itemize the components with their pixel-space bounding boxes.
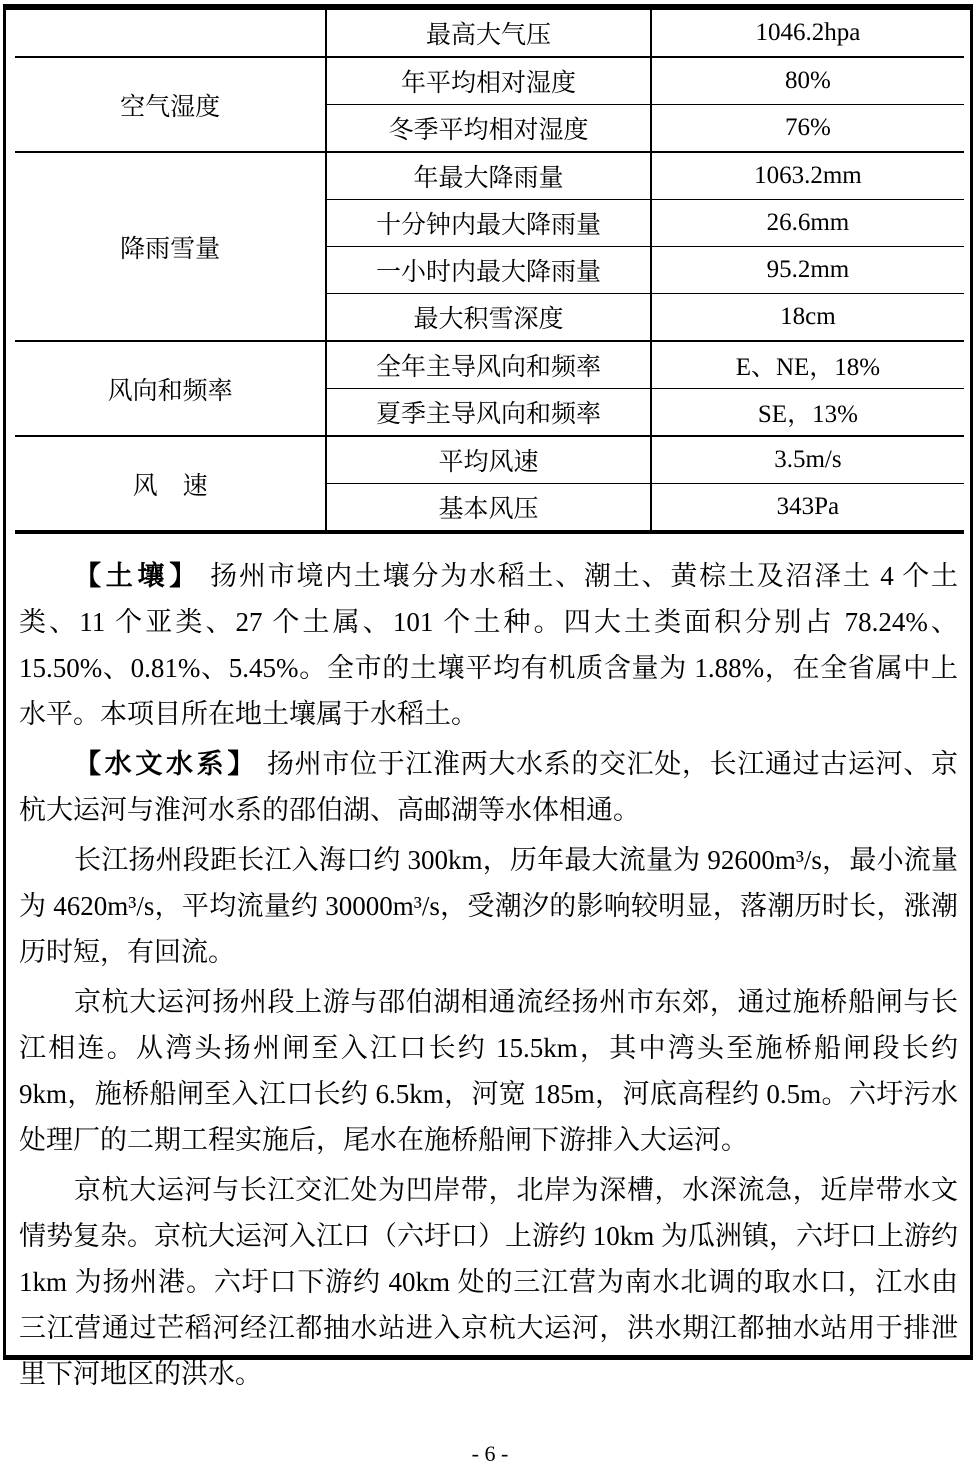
climate-table (15, 10, 964, 534)
row-value-cell: 3.5m/s (651, 436, 964, 484)
paragraph: 【水文水系】 扬州市位于江淮两大水系的交汇处，长江通过古运河、京杭大运河与淮河水系的邵伯湖、高邮湖等水体相通。 (19, 749, 958, 825)
row-label-cell: 年平均相对湿度 (326, 57, 651, 105)
table-row (15, 436, 964, 484)
row-label-cell: 一小时内最大降雨量 (326, 247, 651, 294)
content-area (6, 534, 970, 1397)
row-value-cell: 18cm (651, 294, 964, 342)
row-label-cell: 最大积雪深度 (326, 294, 651, 342)
row-group-header-cell: 降雨雪量 (15, 152, 326, 341)
row-label-cell: 夏季主导风向和频率 (326, 389, 651, 437)
row-value-cell: 343Pa (651, 484, 964, 533)
row-group-header-cell: 风向和频率 (15, 341, 326, 436)
paragraph: 京杭大运河与长江交汇处为凹岸带，北岸为深槽，水深流急，近岸带水文情势复杂。京杭大运河入江口（六圩口）上游约 10km 为瓜洲镇，六圩口上游约 1km 为扬州港。六圩口下游约 40km 处的三江营为南水北调的取水口，江水由三江营通过芒稻河经江都抽水站进入京杭大运河，洪水期江都抽水站用于排泄里下河地区的洪水。 (19, 1175, 958, 1389)
table-row (15, 57, 964, 105)
row-label-cell: 基本风压 (326, 484, 651, 533)
page-frame (3, 4, 973, 1389)
page-number: - 6 - (471, 1441, 509, 1466)
paragraph: 京杭大运河扬州段上游与邵伯湖相通流经扬州市东郊，通过施桥船闸与长江相连。从湾头扬州闸至入江口长约 15.5km，其中湾头至施桥船闸段长约 9km，施桥船闸至入江口长约 6.5km，河宽 185m，河底高程约 0.5m。六圩污水处理厂的二期工程实施后，尾水在施桥船闸下游排入大运河。 (19, 987, 958, 1155)
row-label-cell: 全年主导风向和频率 (326, 341, 651, 389)
paragraph: 【土壤】 扬州市境内土壤分为水稻土、潮土、黄棕土及沼泽土 4 个土类、11 个亚类、27 个土属、101 个土种。四大土类面积分别占 78.24%、15.50%、0.81%、5.45%。全市的土壤平均有机质含量为 1.88%，在全省属中上水平。本项目所在地土壤属于水稻土。 (19, 561, 959, 729)
row-group-header-cell: 风 速 (15, 436, 326, 532)
table-row (15, 341, 964, 389)
row-label-cell: 冬季平均相对湿度 (326, 105, 651, 153)
section-heading: 【土壤】 (74, 561, 202, 591)
row-value-cell: E、NE，18% (651, 341, 964, 389)
row-value-cell: 95.2mm (651, 247, 964, 294)
row-value-cell: 1046.2hpa (755, 19, 861, 46)
row-value-cell: 1063.2mm (651, 152, 964, 200)
row-label-cell: 最高大气压 (326, 10, 651, 57)
row-value-cell: 76% (651, 105, 964, 153)
row-group-header-cell: 空气湿度 (15, 57, 326, 152)
paragraph: 长江扬州段距长江入海口约 300km，历年最大流量为 92600m³/s，最小流量为 4620m³/s，平均流量约 30000m³/s，受潮汐的影响较明显，落潮历时长，涨潮历时短，有回流。 (19, 845, 958, 967)
section-heading: 【水文水系】 (74, 749, 258, 779)
row-value-cell: 26.6mm (651, 200, 964, 247)
row-value-cell: SE，13% (651, 389, 964, 437)
row-group-header-cell (15, 10, 326, 57)
row-label-cell: 年最大降雨量 (326, 152, 651, 200)
row-label-cell: 平均风速 (326, 436, 651, 484)
row-value-cell: 80% (651, 57, 964, 105)
row-label-cell: 十分钟内最大降雨量 (326, 200, 651, 247)
climate-table-body (15, 10, 964, 532)
table-row (15, 152, 964, 200)
table-row (15, 10, 964, 57)
